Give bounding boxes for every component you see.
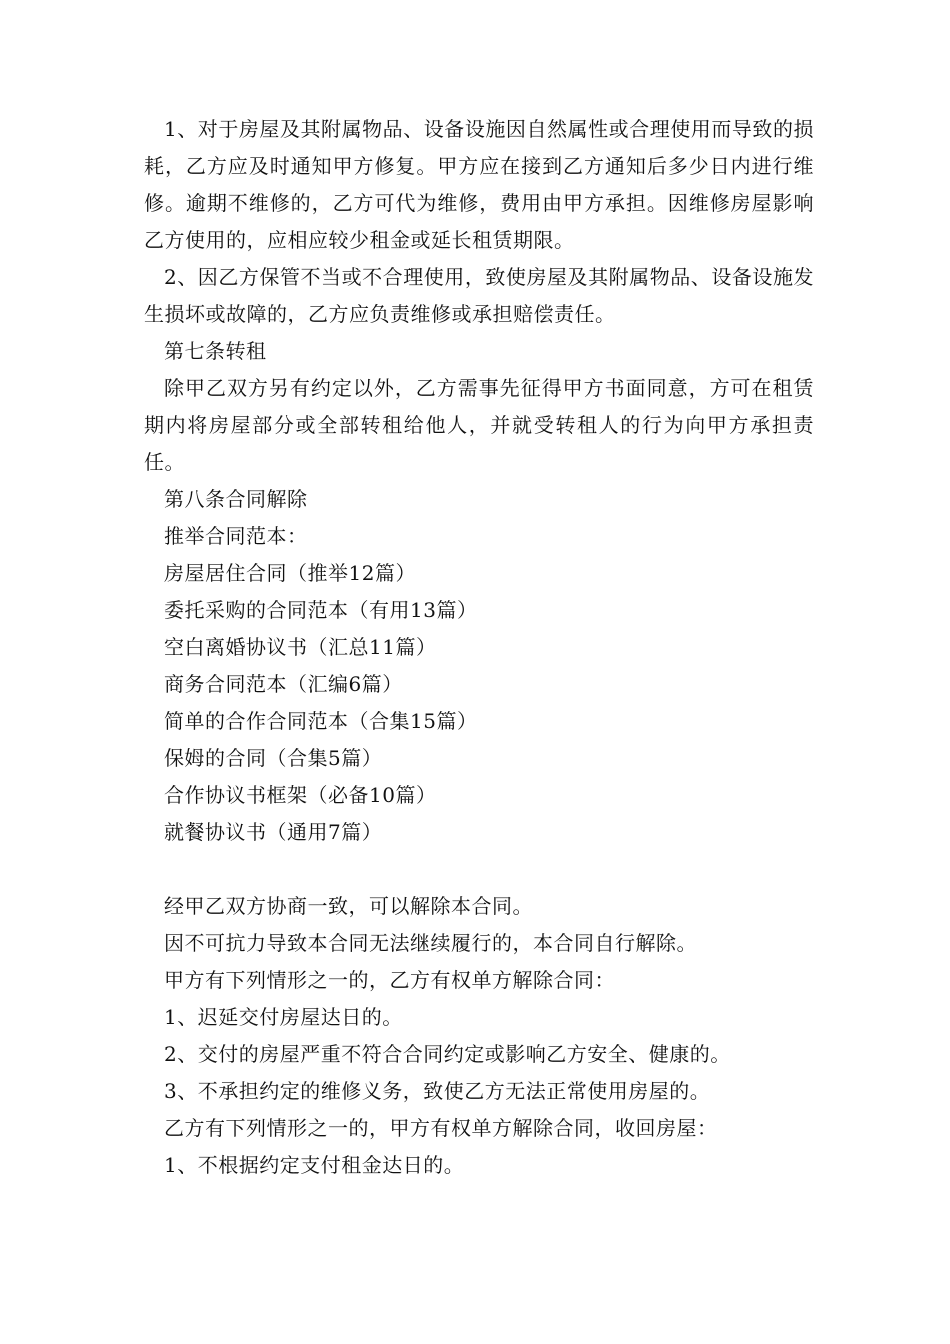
- termination-clause: 3、不承担约定的维修义务，致使乙方无法正常使用房屋的。: [164, 1079, 711, 1103]
- recommend-item: 委托采购的合同范本（有用13篇）: [164, 598, 478, 622]
- recommend-item: 保姆的合同（合集5篇）: [164, 746, 383, 770]
- recommend-title: 推举合同范本：: [164, 524, 308, 548]
- recommend-item: 商务合同范本（汇编6篇）: [164, 672, 403, 696]
- termination-clause: 2、交付的房屋严重不符合合同约定或影响乙方安全、健康的。: [164, 1042, 731, 1066]
- section-heading-termination: 第八条合同解除: [164, 487, 308, 511]
- termination-clause: 乙方有下列情形之一的，甲方有权单方解除合同，收回房屋：: [164, 1116, 718, 1140]
- recommend-item: 房屋居住合同（推举12篇）: [164, 561, 416, 585]
- section-heading-sublease: 第七条转租: [164, 339, 267, 363]
- termination-clause: 因不可抗力导致本合同无法继续履行的，本合同自行解除。: [164, 931, 697, 955]
- termination-clause: 甲方有下列情形之一的，乙方有权单方解除合同：: [164, 968, 615, 992]
- termination-clause: 经甲乙双方协商一致，可以解除本合同。: [164, 894, 533, 918]
- termination-clause: 1、迟延交付房屋达日的。: [164, 1005, 403, 1029]
- paragraph-sublease: 除甲乙双方另有约定以外，乙方需事先征得甲方书面同意，方可在租赁期内将房屋部分或全部转租给他人，并就受转租人的行为向甲方承担责任。: [144, 376, 814, 474]
- recommend-item: 空白离婚协议书（汇总11篇）: [164, 635, 437, 659]
- blank-line: [144, 851, 814, 888]
- recommend-item: 就餐协议书（通用7篇）: [164, 820, 383, 844]
- document-body: [144, 111, 814, 1184]
- termination-clause: 1、不根据约定支付租金达日的。: [164, 1153, 465, 1177]
- recommend-item: 简单的合作合同范本（合集15篇）: [164, 709, 478, 733]
- paragraph-repair-clause-2: 2、因乙方保管不当或不合理使用，致使房屋及其附属物品、设备设施发生损坏或故障的，乙方应负责维修或承担赔偿责任。: [144, 265, 814, 326]
- recommend-item: 合作协议书框架（必备10篇）: [164, 783, 437, 807]
- paragraph-repair-clause-1: 1、对于房屋及其附属物品、设备设施因自然属性或合理使用而导致的损耗，乙方应及时通知甲方修复。甲方应在接到乙方通知后多少日内进行维修。逾期不维修的，乙方可代为维修，费用由甲方承担。因维修房屋影响乙方使用的，应相应较少租金或延长租赁期限。: [144, 117, 814, 252]
